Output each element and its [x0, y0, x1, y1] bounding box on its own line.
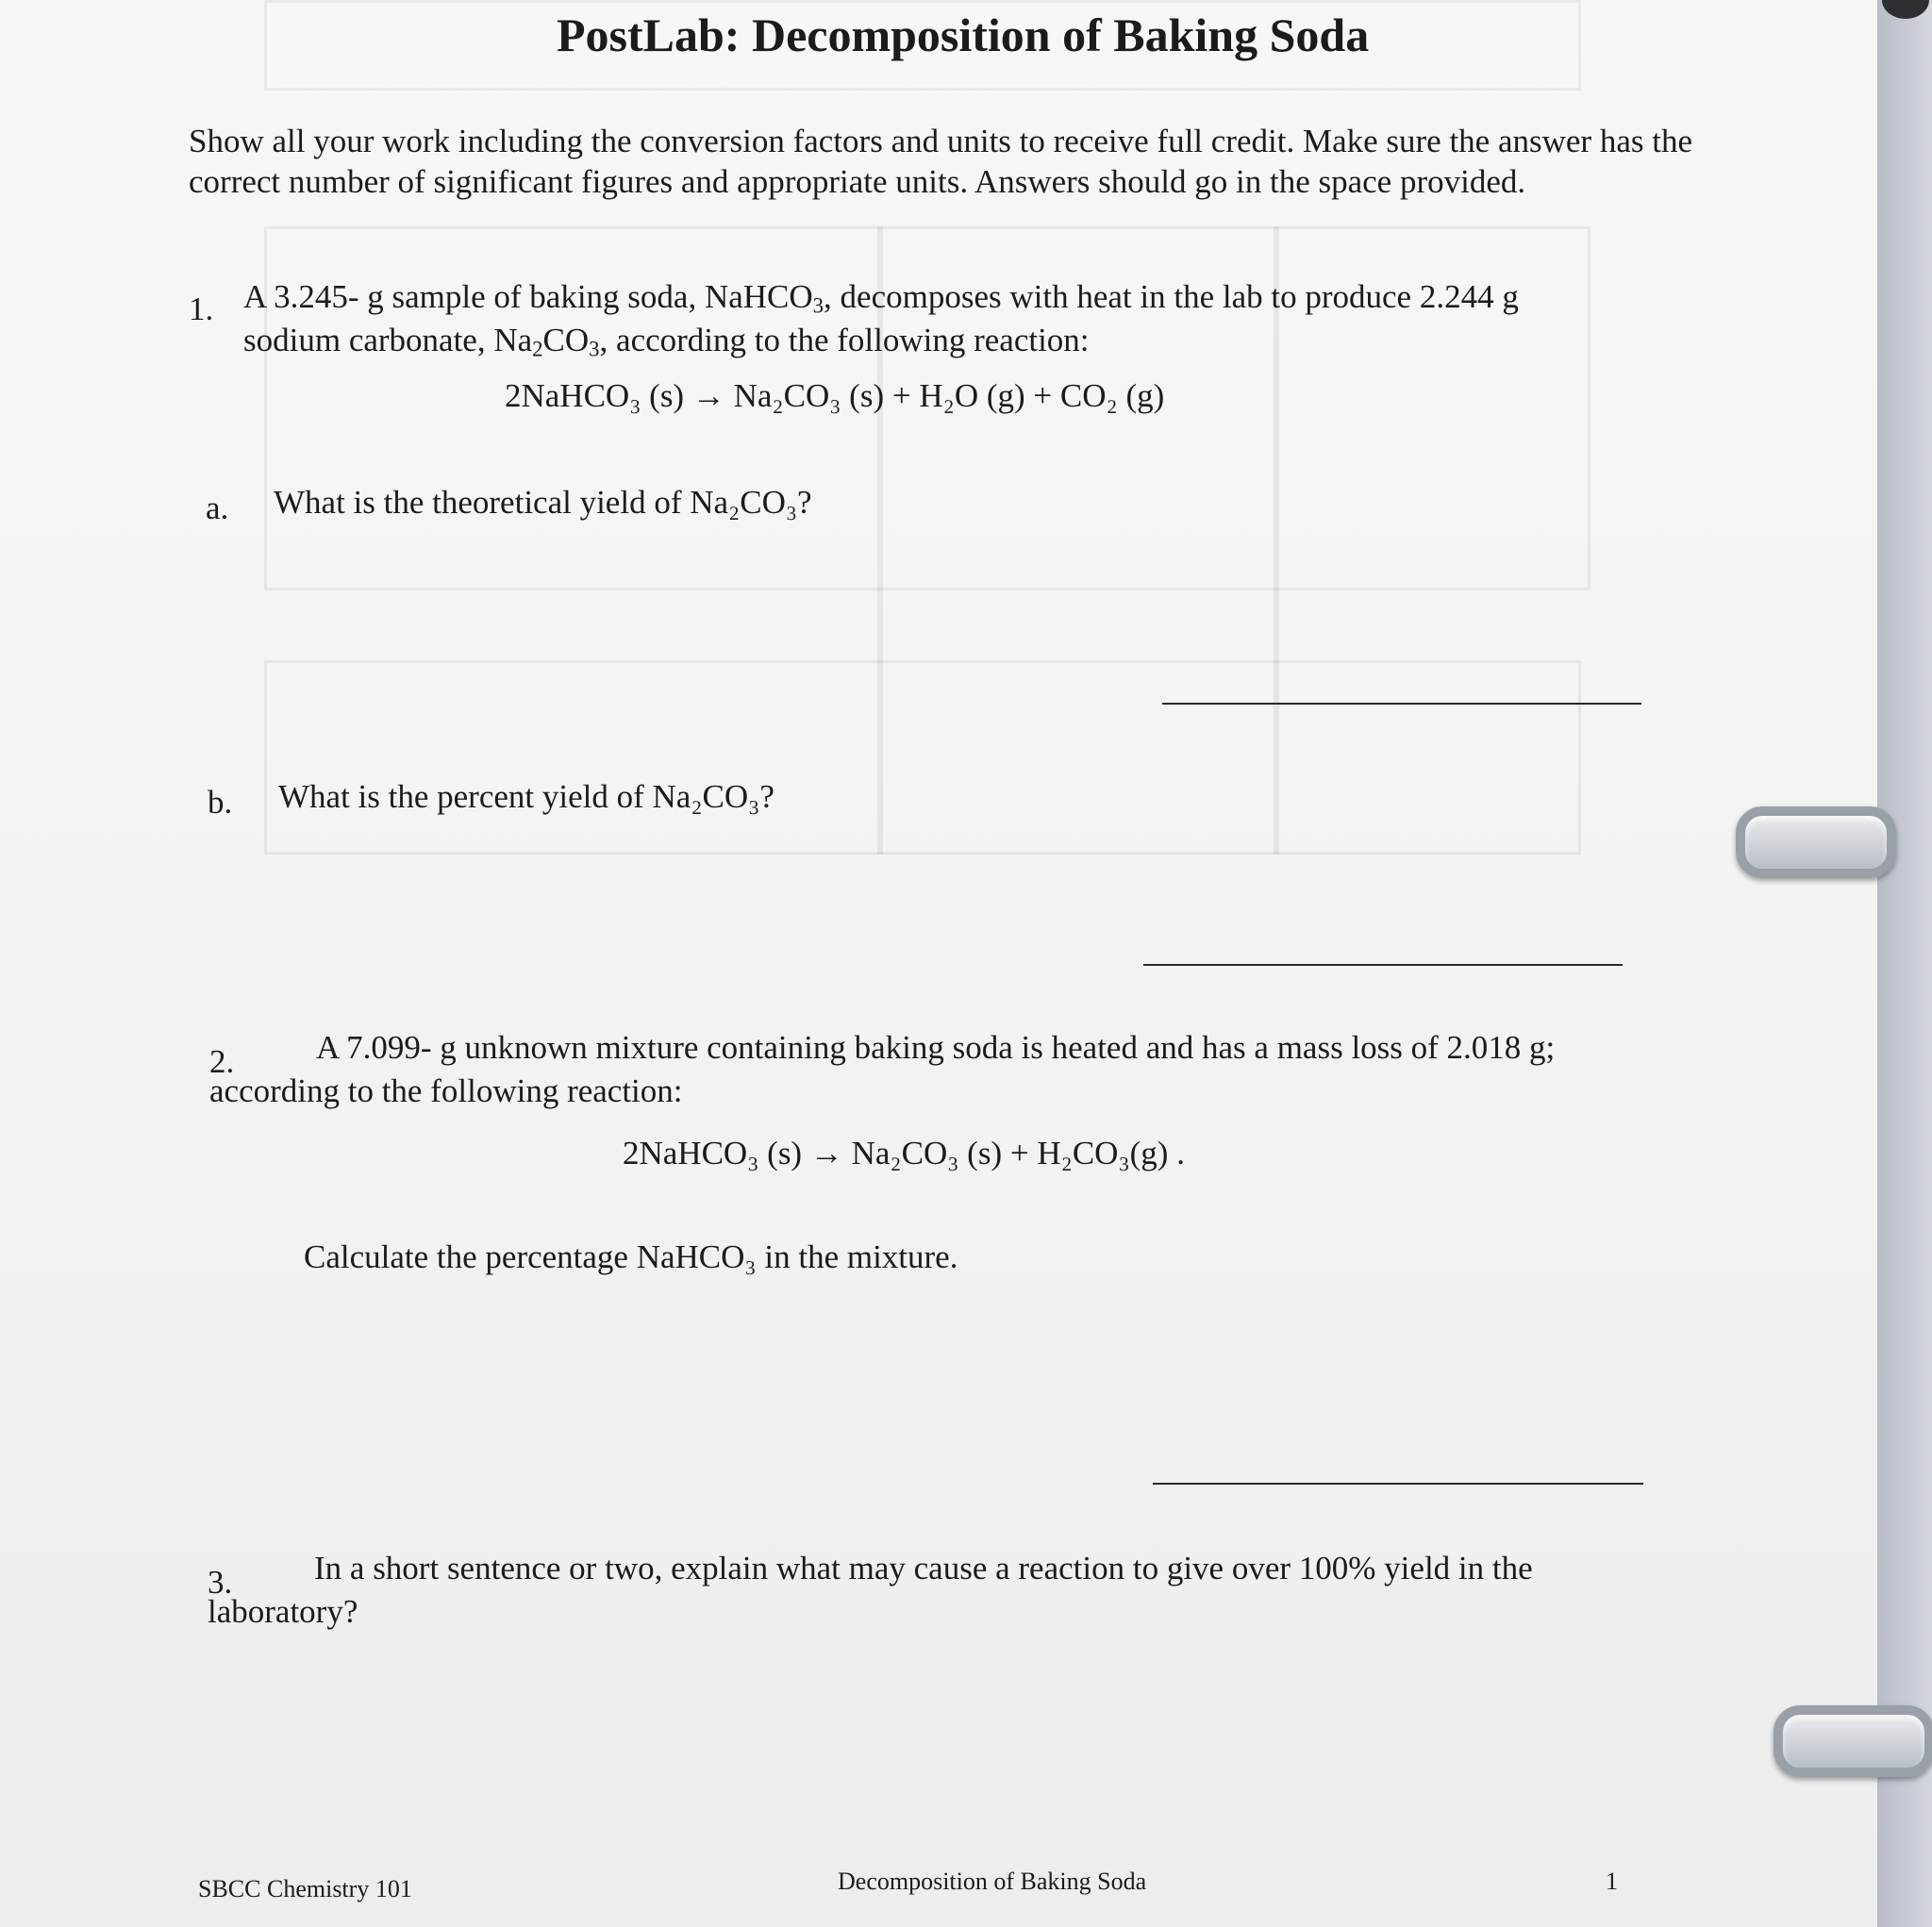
q1-text-mid: , decomposes with heat in the lab to produce 2.244 g sodium carbonate, Na	[243, 278, 1519, 358]
instructions: Show all your work including the conversion factors and units to receive full credit. Make sure the answer has the correct number of significant figures and appropriate units. Answers should go in the space provided.	[189, 123, 1692, 200]
q3-number: 3.	[208, 1564, 233, 1601]
q2-prompt: Calculate the percentage NaHCO₃ in the mixture.	[304, 1238, 958, 1275]
q1a-text: What is the theoretical yield of Na₂CO₃?	[274, 484, 812, 521]
q2-number: 2.	[209, 1043, 235, 1080]
q2-equation: 2NaHCO₃ (s) → Na₂CO₃ (s) + H₂CO₃(g) .	[623, 1135, 1185, 1171]
page-title: PostLab: Decomposition of Baking Soda	[557, 8, 1370, 61]
q1-text-mid2: CO	[542, 322, 590, 358]
q1-number: 1.	[189, 291, 214, 327]
q1a-answer-line[interactable]	[1162, 703, 1641, 705]
footer-course: SBCC Chemistry 101	[198, 1875, 412, 1902]
q3-text: In a short sentence or two, explain what may cause a reaction to give over 100% yield in the laboratory?	[208, 1550, 1533, 1630]
q1b-answer-line[interactable]	[1143, 964, 1623, 966]
footer-title: Decomposition of Baking Soda	[838, 1868, 1147, 1895]
q1-text-end: , according to the following reaction:	[599, 322, 1090, 358]
q1-text-start: A 3.245- g sample of baking soda, NaHCO	[243, 278, 813, 315]
binder-background	[1877, 0, 1932, 1927]
q2-text: A 7.099- g unknown mixture containing baking soda is heated and has a mass loss of 2.018 g; according to the following reaction:	[209, 1029, 1556, 1109]
binder-ring-lower	[1774, 1705, 1932, 1777]
q1-equation: 2NaHCO₃ (s) → Na₂CO₃ (s) + H₂O (g) + CO₂ (g)	[505, 377, 1165, 414]
q1-text: A 3.245- g sample of baking soda, NaHCO$_3$, decomposes with heat in the lab to produce 2.244 g sodium carbonate, $Na_2CO_3$, according to the following reaction:	[243, 278, 1519, 361]
q1b-label: b.	[208, 784, 233, 821]
footer-page-number: 1	[1606, 1868, 1618, 1895]
q1b-text: What is the percent yield of Na₂CO₃?	[278, 778, 774, 815]
q2-answer-line[interactable]	[1153, 1483, 1643, 1485]
binder-ring-upper	[1736, 806, 1896, 878]
q1a-label: a.	[206, 490, 229, 526]
